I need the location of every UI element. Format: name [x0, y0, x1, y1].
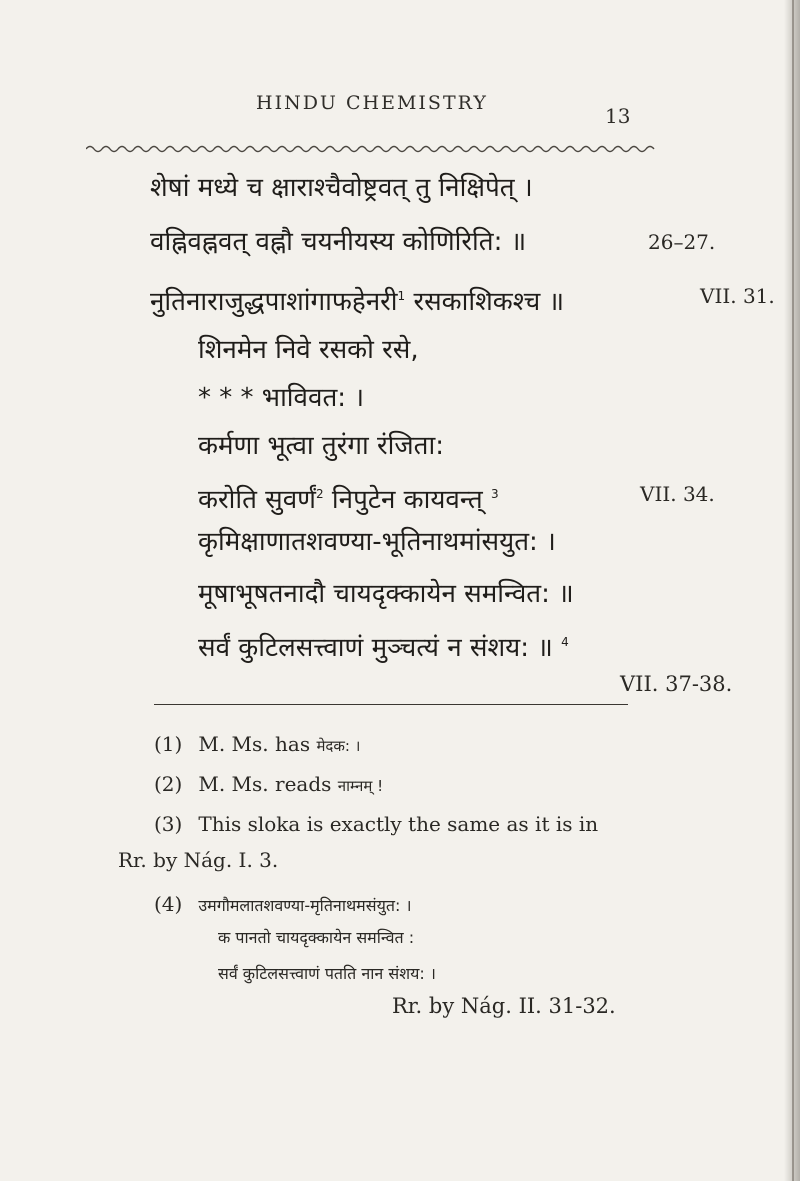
verse-reference: VII. 37-38.: [620, 672, 733, 696]
verse-text: कृमिक्षाणातशवण्या-भूतिनाथमांसयुत: ।: [198, 527, 556, 557]
verse-text: वह्निवह्नवत् वह्नौ चयनीयस्य कोणिरिति: ॥: [150, 227, 527, 257]
footnote: [154, 772, 383, 796]
verse-line: [0, 430, 800, 462]
footnote-rule: [154, 704, 628, 705]
verse-text: निपुटेन कायवन्त्: [331, 484, 483, 515]
verse-line: [0, 626, 800, 664]
verse-text: नुतिनाराजुद्धपाशांगाफहेनरी: [150, 286, 398, 317]
footnote-devanagari: नाम्नम् !: [337, 777, 384, 795]
running-head: HINDU CHEMISTRY: [256, 92, 488, 114]
verse-text: शेषां मध्ये च क्षाराश्चैवोष्ट्रवत् तु निक्षिपेत् ।: [150, 173, 533, 203]
footnote-marker: 3: [490, 487, 499, 501]
verse-text: करोति सुवर्णं: [198, 484, 316, 515]
footnote-text: Rr. by Nág. I. 3.: [118, 848, 279, 872]
verse-reference: VII. 31.: [700, 284, 775, 308]
footnote-text: M. Ms. reads: [198, 772, 332, 796]
footnote-number: (4): [154, 892, 183, 916]
footnote: [154, 892, 412, 916]
page-number: 13: [605, 104, 631, 128]
verse-line: [0, 382, 800, 414]
verse-reference: VII. 34.: [640, 482, 715, 506]
footnote-number: (2): [154, 772, 183, 796]
verse-text: शिनमेन निवे रसको रसे,: [198, 335, 419, 365]
footnote-source: Rr. by Nág. II. 31-32.: [392, 994, 616, 1018]
footnote-devanagari: मेदक: ।: [316, 737, 361, 755]
verse-text: * * * भाविवत: ।: [198, 383, 365, 413]
footnote-marker: 2: [316, 487, 324, 501]
footnote-marker: 1: [397, 289, 406, 303]
verse-line: [0, 172, 800, 204]
verse-text: कर्मणा भूत्वा तुरंगा रंजिता:: [198, 431, 444, 461]
footnote-devanagari-line: सर्वं कुटिलसत्त्वाणं पतति नान संशय: ।: [218, 964, 436, 983]
verse-line: [0, 334, 800, 366]
footnote: [154, 732, 360, 756]
verse-line: [0, 578, 800, 610]
footnote-devanagari-line: क पानतो चायदृक्कायेन समन्वित :: [218, 928, 415, 947]
footnote-continuation: [118, 848, 278, 872]
footnote-marker: 4: [561, 635, 569, 649]
footnote-number: (1): [154, 732, 183, 756]
verse-reference-hint: 26–27.: [648, 230, 716, 254]
verse-text: रसकाशिकश्च ॥: [413, 286, 565, 317]
verse-line: [0, 280, 800, 318]
footnote: [154, 812, 598, 836]
footnote-devanagari: उमगौमलातशवण्या-मृतिनाथमसंयुत: ।: [198, 896, 412, 915]
footnote-number: (3): [154, 812, 183, 836]
footnote-text: M. Ms. has: [198, 732, 311, 756]
footnote-text: This sloka is exactly the same as it is in: [198, 812, 599, 836]
wavy-divider: [86, 142, 658, 156]
verse-text: सर्वं कुटिलसत्त्वाणं मुञ्चत्यं न संशय: ॥: [198, 632, 553, 663]
verse-line: [0, 526, 800, 558]
verse-text: मूषाभूषतनादौ चायदृक्कायेन समन्वित: ॥: [198, 579, 574, 609]
